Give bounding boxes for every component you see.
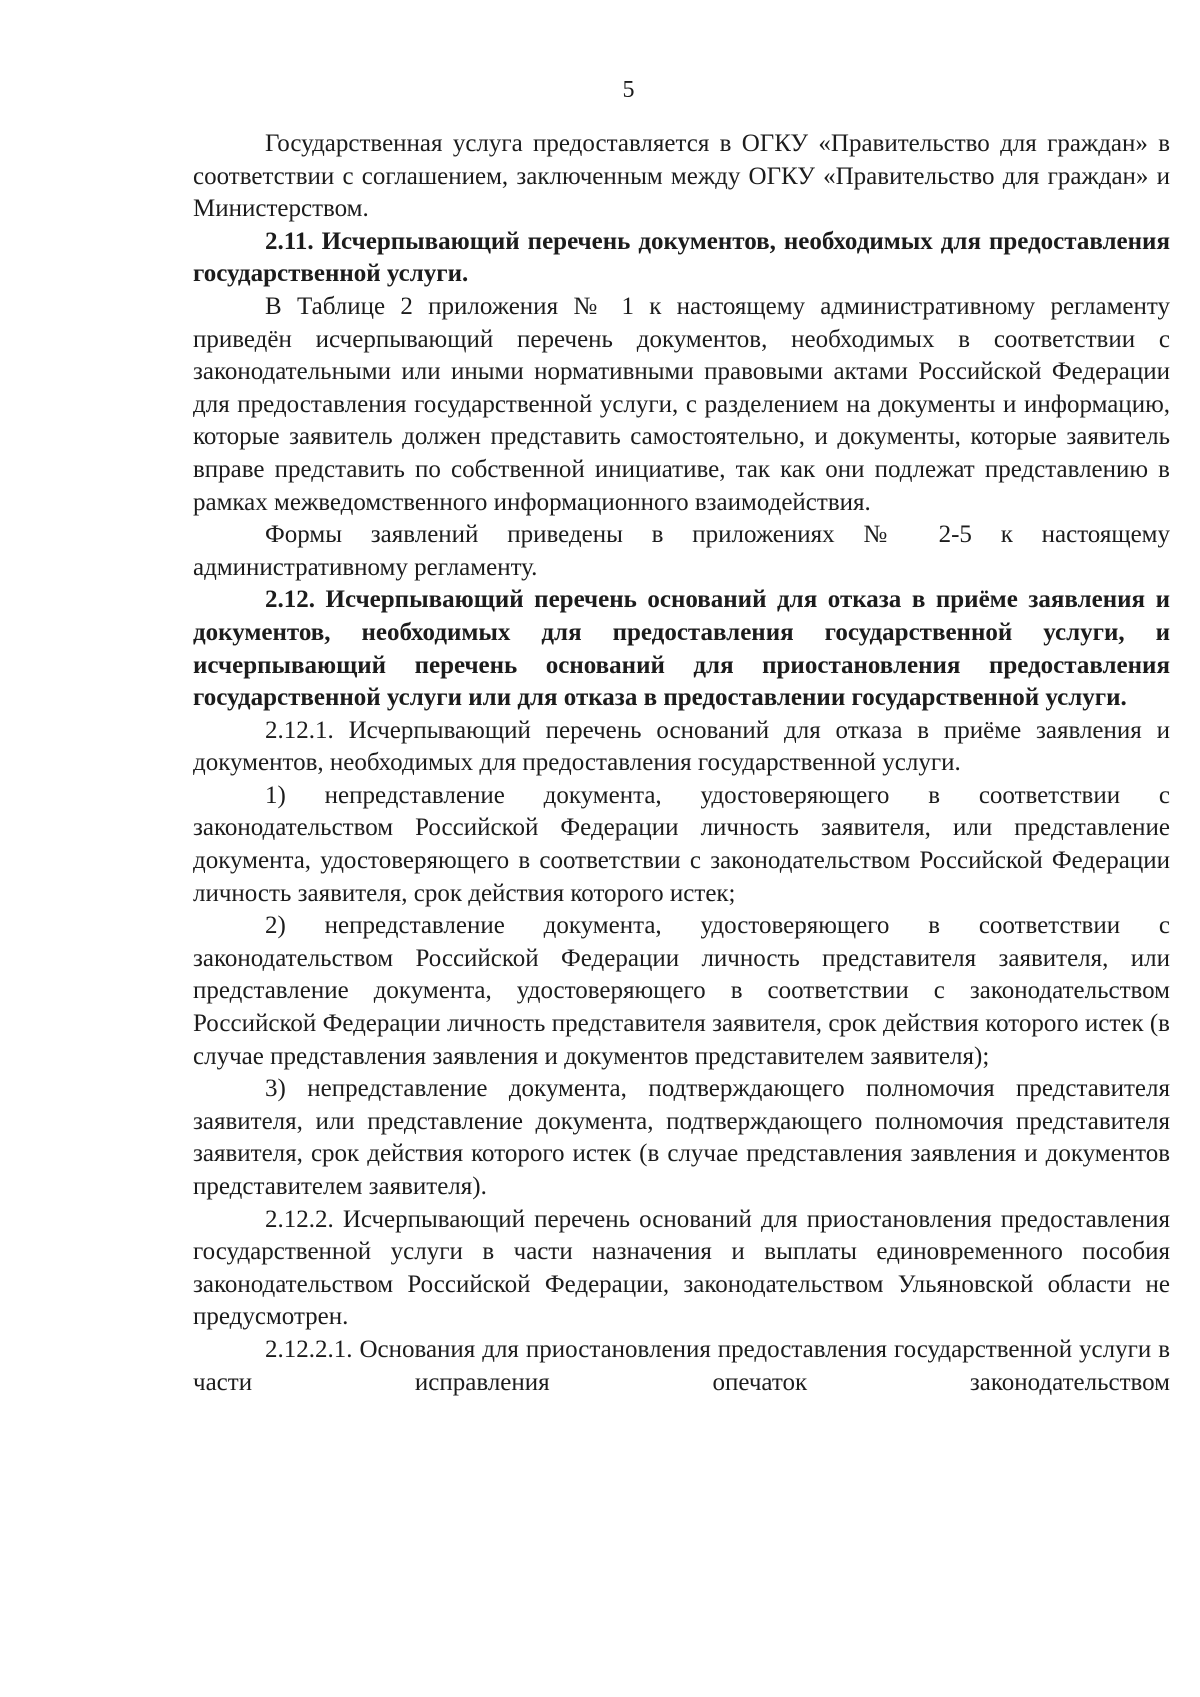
paragraph-documents-list: В Таблице 2 приложения № 1 к настоящему административному регламенту приведён исчерпывающий перечень документов, необходимых в соответствии с законодательными или иными нормативными правовыми актами Российской Федерации для предоставления государственной услуги, с разделением на документы и информацию, которые заявитель должен представить самостоятельно, и документы, которые заявитель вправе представить по собственной инициативе, так как они подлежат представлению в рамках межведомственного информационного взаимодействия. — [193, 292, 1170, 516]
paragraph-service-provider: Государственная услуга предоставляется в ОГКУ «Правительство для граждан» в соответствии с соглашением, заключенным между ОГКУ «Правительство для граждан» и Министерством. — [193, 130, 1170, 223]
heading-2-11: 2.11. Исчерпывающий перечень документов, необходимых для предоставления государственной услуги. — [193, 227, 1170, 288]
list-item-3: 3) непредставление документа, подтверждающего полномочия представителя заявителя, или представление документа, подтверждающего полномочия представителя заявителя, срок действия которого истек (в случае представления заявления и документов представителем заявителя). — [193, 1075, 1170, 1200]
paragraph-2-12-2-1: 2.12.2.1. Основания для приостановления предоставления государственной услуги в части исправления опечаток законодательством — [193, 1335, 1170, 1396]
document-body — [193, 128, 1170, 1399]
paragraph-2-12-1: 2.12.1. Исчерпывающий перечень оснований для отказа в приёме заявления и документов, необходимых для предоставления государственной услуги. — [193, 716, 1170, 777]
heading-2-12: 2.12. Исчерпывающий перечень оснований для отказа в приёме заявления и документов, необходимых для предоставления государственной услуги, и исчерпывающий перечень оснований для приостановления предоставления государственной услуги или для отказа в предоставлении государственной услуги. — [193, 586, 1170, 712]
list-item-1: 1) непредставление документа, удостоверяющего в соответствии с законодательством Российской Федерации личность заявителя, или представление документа, удостоверяющего в соответствии с законодательством Российской Федерации личность заявителя, срок действия которого истек; — [193, 781, 1170, 907]
paragraph-2-12-2: 2.12.2. Исчерпывающий перечень оснований для приостановления предоставления государственной услуги в части назначения и выплаты единовременного пособия законодательством Российской Федерации, законодательством Ульяновской области не предусмотрен. — [193, 1205, 1170, 1331]
page-number: 5 — [622, 77, 635, 103]
list-item-2: 2) непредставление документа, удостоверяющего в соответствии с законодательством Российской Федерации личность представителя заявителя, или представление документа, удостоверяющего в соответствии с законодательством Российской Федерации личность представителя заявителя, срок действия которого истек (в случае представления заявления и документов представителем заявителя); — [193, 912, 1170, 1070]
paragraph-application-forms: Формы заявлений приведены в приложениях № 2-5 к настоящему административному регламенту. — [193, 521, 1170, 581]
